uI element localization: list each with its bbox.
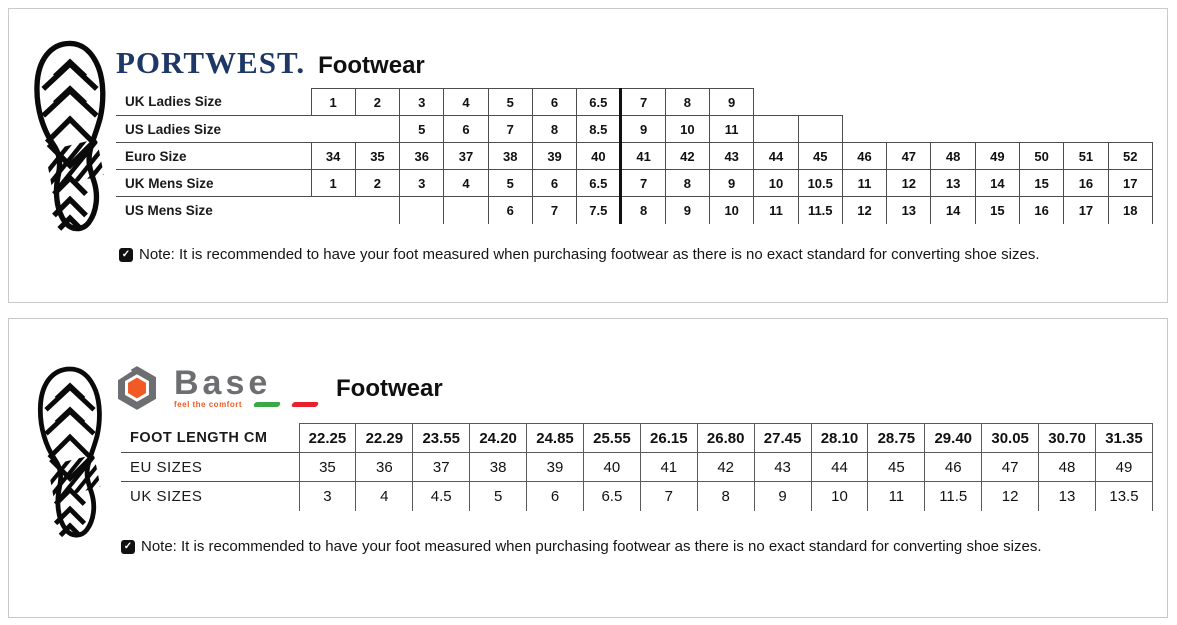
size-cell: 4 [444, 89, 488, 116]
size-cell: 13 [887, 197, 931, 224]
size-cell: 8 [697, 482, 754, 511]
size-cell: 48 [931, 143, 975, 170]
blank-area [1108, 116, 1152, 143]
base-note-text: Note: It is recommended to have your foot measured when purchasing footwear as there is no exact standard for converting shoe sizes. [141, 538, 1042, 555]
size-cell: 9 [754, 482, 811, 511]
size-cell: 10.5 [798, 170, 842, 197]
size-cell: 13 [1039, 482, 1096, 511]
size-cell: 47 [887, 143, 931, 170]
blank-area [1064, 89, 1108, 116]
red-flag-bar-icon [291, 402, 319, 407]
size-cell: 3 [400, 170, 444, 197]
size-cell: 5 [400, 116, 444, 143]
size-cell: 38 [488, 143, 532, 170]
hex-nut-icon [114, 365, 160, 411]
size-cell: 7.5 [577, 197, 621, 224]
blank-area [1020, 116, 1064, 143]
size-cell: 4 [444, 170, 488, 197]
size-cell: 22.29 [356, 424, 413, 453]
size-cell: 18 [1108, 197, 1152, 224]
size-cell: 6 [488, 197, 532, 224]
boot-sole-tread-icon [29, 365, 111, 549]
blank-area [842, 89, 886, 116]
size-cell: 11.5 [925, 482, 982, 511]
size-cell: 30.70 [1039, 424, 1096, 453]
size-cell: 13.5 [1095, 482, 1152, 511]
size-cell: 12 [842, 197, 886, 224]
size-cell: 6.5 [577, 170, 621, 197]
boot-sole-tread-icon [25, 39, 115, 244]
empty-size-cell [798, 116, 842, 143]
portwest-header [116, 45, 425, 81]
size-cell: 1 [311, 89, 355, 116]
blank-area [931, 89, 975, 116]
size-cell: 10 [710, 197, 754, 224]
size-cell: 2 [355, 170, 399, 197]
size-cell: 39 [532, 143, 576, 170]
size-cell: 39 [527, 453, 584, 482]
size-cell: 37 [444, 143, 488, 170]
base-note [121, 538, 1041, 555]
size-cell: 14 [975, 170, 1019, 197]
row-label: Euro Size [116, 143, 311, 170]
blank-area [975, 89, 1019, 116]
row-label: US Mens Size [125, 202, 213, 218]
size-cell: 6 [527, 482, 584, 511]
portwest-note-text: Note: It is recommended to have your foot measured when purchasing footwear as there is no exact standard for converting shoe sizes. [139, 246, 1040, 263]
size-cell: 5 [470, 482, 527, 511]
size-cell: 47 [982, 453, 1039, 482]
checked-box-icon: ✓ [121, 540, 135, 554]
size-cell: 27.45 [754, 424, 811, 453]
size-cell: 35 [299, 453, 356, 482]
blank-area [887, 89, 931, 116]
size-cell: 37 [413, 453, 470, 482]
size-cell: 1 [311, 170, 355, 197]
size-cell: 8 [532, 116, 576, 143]
size-cell: 46 [925, 453, 982, 482]
blank-area [842, 116, 886, 143]
size-cell: 29.40 [925, 424, 982, 453]
size-cell: 26.80 [697, 424, 754, 453]
portwest-footwear-title: Footwear [318, 52, 425, 79]
size-cell: 49 [1095, 453, 1152, 482]
size-cell: 6 [532, 89, 576, 116]
checked-box-icon: ✓ [119, 248, 133, 262]
size-cell: 51 [1064, 143, 1108, 170]
size-cell: 7 [488, 116, 532, 143]
size-cell: 14 [931, 197, 975, 224]
size-cell: 40 [583, 453, 640, 482]
size-cell: 45 [798, 143, 842, 170]
portwest-logo-text: PORTWEST. [116, 45, 306, 80]
row-label: UK SIZES [130, 487, 203, 505]
base-tagline: feel the comfort [174, 399, 243, 409]
row-label: US Ladies Size [116, 116, 311, 143]
blank-area [931, 116, 975, 143]
size-cell: 43 [710, 143, 754, 170]
base-header [114, 365, 443, 411]
size-cell: 24.85 [527, 424, 584, 453]
size-cell: 25.55 [583, 424, 640, 453]
row-label: UK Mens Size [116, 170, 311, 197]
portwest-note [119, 246, 1039, 263]
size-cell: 10 [811, 482, 868, 511]
size-cell: 10 [754, 170, 798, 197]
size-cell: 15 [975, 197, 1019, 224]
size-cell: 5 [488, 89, 532, 116]
size-cell: 23.55 [413, 424, 470, 453]
size-cell: 17 [1108, 170, 1152, 197]
portwest-size-table [116, 88, 1153, 224]
blank-area [754, 89, 798, 116]
empty-size-cell [400, 197, 444, 224]
size-cell: 16 [1020, 197, 1064, 224]
size-cell: 2 [355, 89, 399, 116]
size-cell: 7 [532, 197, 576, 224]
size-cell: 17 [1064, 197, 1108, 224]
blank-area [975, 116, 1019, 143]
size-cell: 15 [1020, 170, 1064, 197]
blank-area [1064, 116, 1108, 143]
size-cell: 43 [754, 453, 811, 482]
size-cell: 35 [355, 143, 399, 170]
empty-size-cell [754, 116, 798, 143]
size-cell: 41 [640, 453, 697, 482]
size-cell: 7 [621, 170, 665, 197]
empty-size-cell [444, 197, 488, 224]
size-cell: 22.25 [299, 424, 356, 453]
row-label: UK Ladies Size [116, 89, 311, 116]
size-cell: 28.75 [868, 424, 925, 453]
base-logo-text: Base [174, 363, 272, 402]
size-cell: 10 [665, 116, 709, 143]
size-cell: 42 [697, 453, 754, 482]
size-cell: 6.5 [577, 89, 621, 116]
size-cell: 40 [577, 143, 621, 170]
size-cell: 3 [400, 89, 444, 116]
size-cell: 4.5 [413, 482, 470, 511]
size-cell: 8 [665, 170, 709, 197]
size-cell: 7 [621, 89, 665, 116]
size-cell: 6.5 [583, 482, 640, 511]
size-cell: 46 [842, 143, 886, 170]
size-cell: 11 [710, 116, 754, 143]
green-flag-bar-icon [253, 402, 281, 407]
size-cell: 34 [311, 143, 355, 170]
size-cell: 8.5 [577, 116, 621, 143]
size-cell: 3 [299, 482, 356, 511]
size-cell: 11 [868, 482, 925, 511]
size-cell: 36 [356, 453, 413, 482]
size-cell: 36 [400, 143, 444, 170]
base-wordmark [174, 363, 318, 409]
blank-area [1108, 89, 1152, 116]
blank-area [1020, 89, 1064, 116]
base-size-table [121, 423, 1153, 511]
size-cell: 24.20 [470, 424, 527, 453]
size-cell: 9 [665, 197, 709, 224]
size-cell: 13 [931, 170, 975, 197]
size-cell: 11.5 [798, 197, 842, 224]
base-size-chart-panel [8, 318, 1168, 618]
row-label: FOOT LENGTH CM [121, 424, 299, 453]
size-cell: 11 [754, 197, 798, 224]
blank-area [355, 116, 399, 143]
blank-area [798, 89, 842, 116]
size-cell: 12 [887, 170, 931, 197]
size-cell: 44 [811, 453, 868, 482]
blank-area [311, 116, 355, 143]
size-cell: 12 [982, 482, 1039, 511]
blank-area [887, 116, 931, 143]
base-footwear-title: Footwear [336, 375, 443, 402]
size-cell: 26.15 [640, 424, 697, 453]
size-cell: 41 [621, 143, 665, 170]
size-cell: 48 [1039, 453, 1096, 482]
size-cell: 7 [640, 482, 697, 511]
size-cell: 28.10 [811, 424, 868, 453]
size-cell: 9 [710, 89, 754, 116]
blank-area [355, 197, 399, 224]
portwest-size-chart-panel [8, 8, 1168, 303]
size-cell: 49 [975, 143, 1019, 170]
size-cell: 30.05 [982, 424, 1039, 453]
size-cell: 50 [1020, 143, 1064, 170]
size-cell: 52 [1108, 143, 1152, 170]
size-cell: 5 [488, 170, 532, 197]
size-cell: 42 [665, 143, 709, 170]
size-cell: 8 [621, 197, 665, 224]
size-cell: 6 [444, 116, 488, 143]
size-cell: 31.35 [1095, 424, 1152, 453]
blank-area [311, 197, 355, 224]
size-cell: 8 [665, 89, 709, 116]
size-cell: 38 [470, 453, 527, 482]
row-label: EU SIZES [121, 453, 299, 482]
size-cell: 4 [356, 482, 413, 511]
size-cell: 9 [621, 116, 665, 143]
size-cell: 6 [532, 170, 576, 197]
size-cell: 45 [868, 453, 925, 482]
size-cell: 16 [1064, 170, 1108, 197]
size-cell: 44 [754, 143, 798, 170]
size-cell: 11 [842, 170, 886, 197]
size-cell: 9 [710, 170, 754, 197]
